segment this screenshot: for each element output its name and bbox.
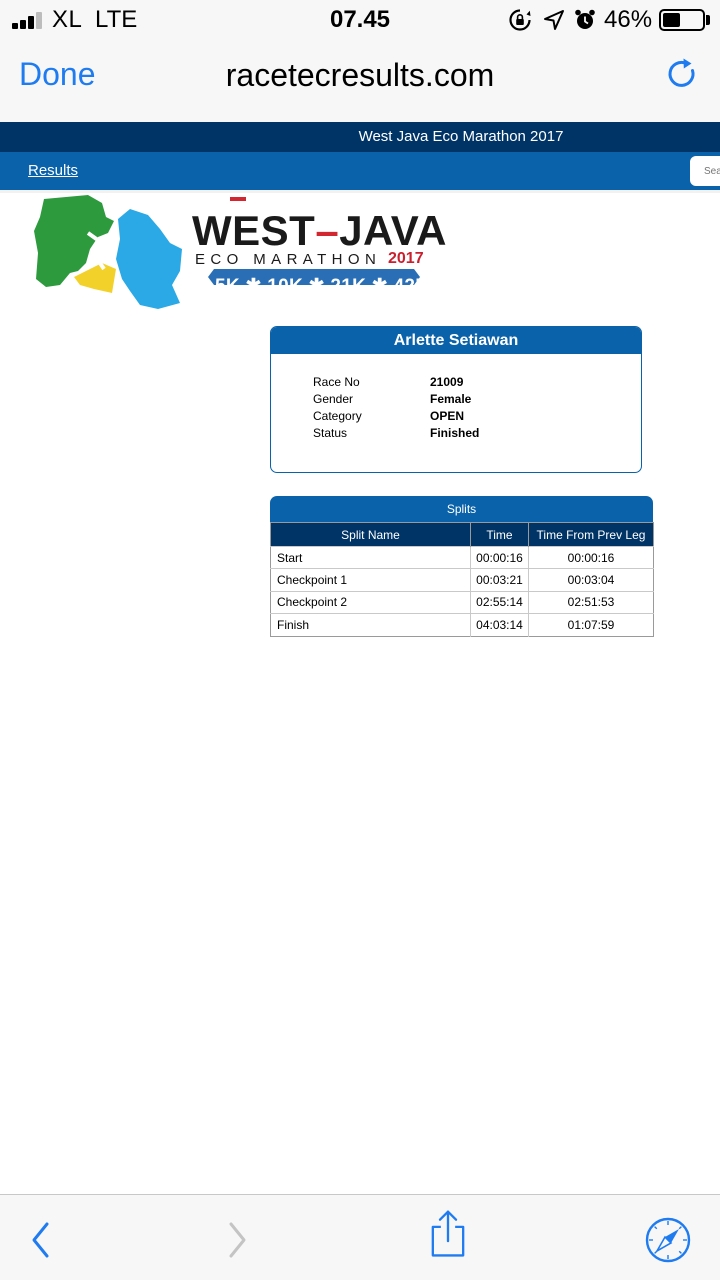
battery-percentage: 46% <box>604 6 653 33</box>
split-prev-leg: 02:51:53 <box>529 591 654 613</box>
splits-table <box>270 522 654 637</box>
info-label-race-no: Race No <box>313 375 360 389</box>
info-value-status: Finished <box>430 426 480 440</box>
table-row <box>271 547 654 569</box>
info-value-category: OPEN <box>430 409 465 423</box>
carrier-name: XL <box>52 6 83 33</box>
battery-level <box>663 13 680 27</box>
header-time: Time <box>471 523 529 547</box>
reload-icon[interactable] <box>664 56 700 92</box>
rotation-lock-icon <box>508 8 532 32</box>
logo-wordmark: WEST–JAVA <box>192 207 447 254</box>
location-arrow-icon <box>542 8 566 32</box>
split-time: 00:03:21 <box>471 569 529 591</box>
table-row <box>271 569 654 591</box>
search-input[interactable] <box>690 156 720 186</box>
split-time: 04:03:14 <box>471 614 529 636</box>
split-time: 02:55:14 <box>471 591 529 613</box>
alarm-icon <box>573 8 597 32</box>
logo-subtitle: ECO MARATHON <box>195 251 382 268</box>
site-header <box>0 122 720 152</box>
split-name: Checkpoint 1 <box>271 569 471 591</box>
split-name: Start <box>271 547 471 569</box>
logo-distances: 5K ✱ 10K ✱ 21K ✱ 42K <box>215 276 430 297</box>
table-row <box>271 591 654 613</box>
split-prev-leg: 00:03:04 <box>529 569 654 591</box>
athlete-name: Arlette Setiawan <box>271 327 641 354</box>
status-bar <box>0 0 720 40</box>
splits-header-row <box>271 523 654 547</box>
status-time: 07.45 <box>329 6 391 33</box>
url-title[interactable]: racetecresults.com <box>225 57 495 93</box>
split-name: Finish <box>271 614 471 636</box>
network-type: LTE <box>95 6 138 33</box>
header-split-name: Split Name <box>271 523 471 547</box>
done-button[interactable]: Done <box>19 56 96 92</box>
splits-title: Splits <box>270 496 653 522</box>
split-prev-leg: 01:07:59 <box>529 614 654 636</box>
info-value-gender: Female <box>430 392 472 406</box>
safari-compass-icon[interactable] <box>643 1215 693 1265</box>
split-time: 00:00:16 <box>471 547 529 569</box>
battery-cap <box>706 15 710 25</box>
browser-toolbar <box>0 1194 720 1280</box>
event-title: West Java Eco Marathon 2017 <box>358 128 564 145</box>
browser-nav-bar <box>0 40 720 122</box>
info-label-gender: Gender <box>313 392 354 406</box>
battery-icon <box>659 9 705 31</box>
back-arrow-icon[interactable] <box>16 1215 66 1265</box>
info-label-category: Category <box>313 409 362 423</box>
results-link[interactable]: Results <box>28 162 79 179</box>
share-icon[interactable] <box>423 1209 473 1259</box>
table-row <box>271 614 654 636</box>
forward-arrow-icon[interactable] <box>212 1215 262 1265</box>
split-prev-leg: 00:00:16 <box>529 547 654 569</box>
header-time-prev-leg: Time From Prev Leg <box>529 523 654 547</box>
info-label-status: Status <box>313 426 348 440</box>
splits-panel <box>270 496 653 637</box>
logo-year: 2017 <box>388 250 424 267</box>
split-name: Checkpoint 2 <box>271 591 471 613</box>
site-nav <box>0 152 720 190</box>
info-value-race-no: 21009 <box>430 375 464 389</box>
athlete-card <box>270 326 642 473</box>
